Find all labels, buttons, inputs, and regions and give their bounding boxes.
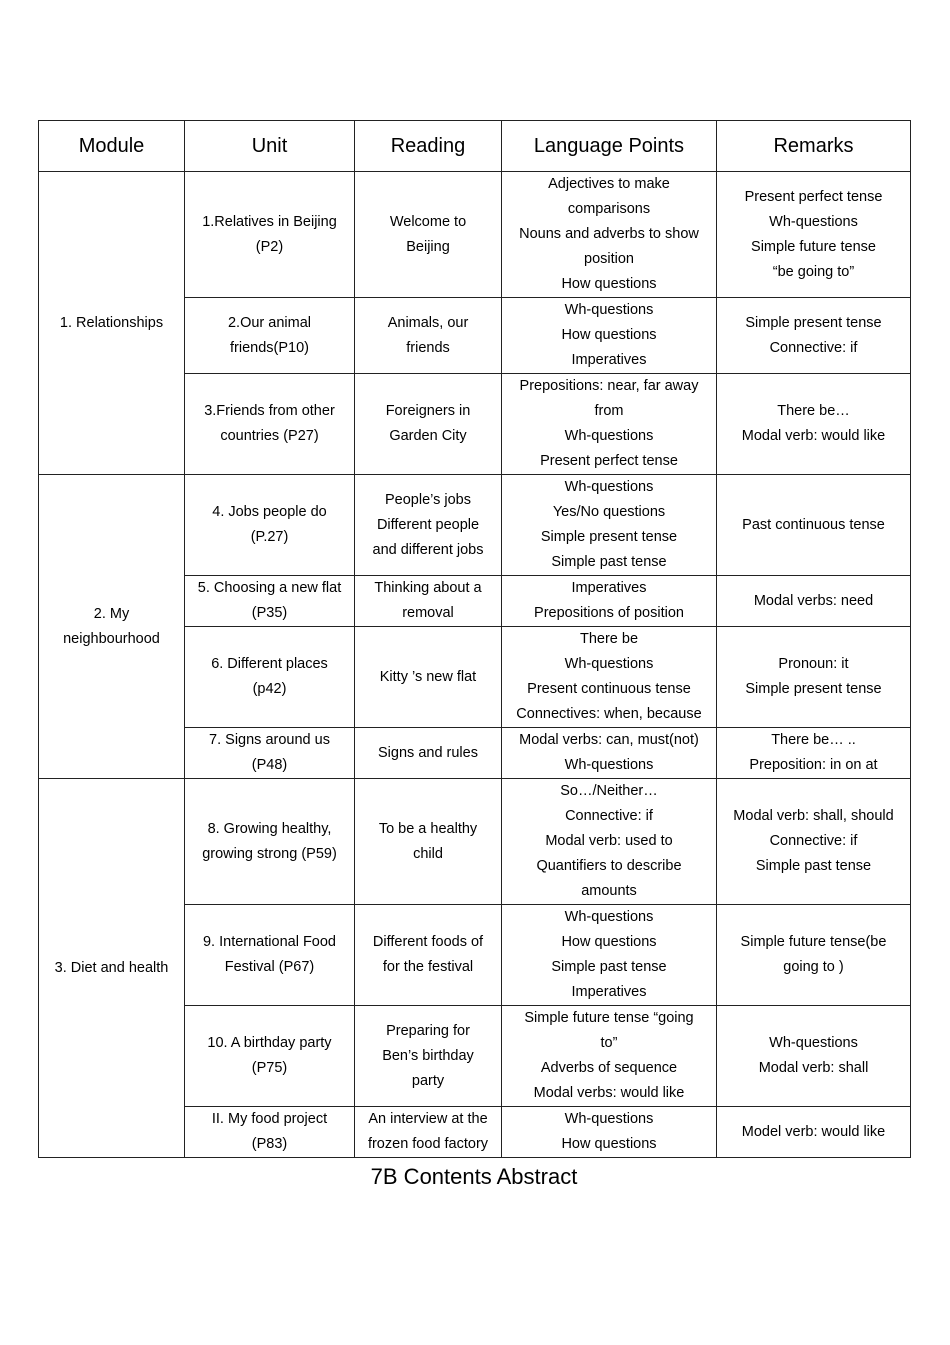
header-language-points: Language Points: [502, 121, 717, 172]
remarks-cell: Pronoun: it Simple present tense: [717, 627, 911, 728]
language-points-cell: Wh-questions How questions Simple past tense Imperatives: [502, 905, 717, 1006]
table-row: [39, 172, 911, 298]
reading-cell: People’s jobs Different people and different jobs: [355, 475, 502, 576]
language-points-cell: Imperatives Prepositions of position: [502, 576, 717, 627]
unit-cell: 1.Relatives in Beijing (P2): [185, 172, 355, 298]
header-reading: Reading: [355, 121, 502, 172]
remarks-cell: Modal verbs: need: [717, 576, 911, 627]
reading-cell: An interview at the frozen food factory: [355, 1107, 502, 1158]
unit-cell: II. My food project (P83): [185, 1107, 355, 1158]
unit-cell: 9. International Food Festival (P67): [185, 905, 355, 1006]
language-points-cell: So…/Neither… Connective: if Modal verb: used to Quantifiers to describe amounts: [502, 779, 717, 905]
table-row: [39, 475, 911, 576]
remarks-cell: Simple future tense(be going to ): [717, 905, 911, 1006]
language-points-cell: Adjectives to make comparisons Nouns and adverbs to show position How questions: [502, 172, 717, 298]
remarks-cell: Modal verb: shall, should Connective: if Simple past tense: [717, 779, 911, 905]
remarks-cell: There be… .. Preposition: in on at: [717, 728, 911, 779]
contents-table: [38, 120, 911, 1158]
module-cell: 2. My neighbourhood: [39, 475, 185, 779]
language-points-cell: Simple future tense “going to” Adverbs of sequence Modal verbs: would like: [502, 1006, 717, 1107]
reading-cell: Signs and rules: [355, 728, 502, 779]
header-remarks: Remarks: [717, 121, 911, 172]
reading-cell: Preparing for Ben’s birthday party: [355, 1006, 502, 1107]
language-points-cell: Wh-questions How questions: [502, 1107, 717, 1158]
module-cell: 3. Diet and health: [39, 779, 185, 1158]
header-module: Module: [39, 121, 185, 172]
unit-cell: 4. Jobs people do (P.27): [185, 475, 355, 576]
header-row: [39, 121, 911, 172]
language-points-cell: Prepositions: near, far away from Wh-questions Present perfect tense: [502, 374, 717, 475]
unit-cell: 7. Signs around us (P48): [185, 728, 355, 779]
unit-cell: 5. Choosing a new flat (P35): [185, 576, 355, 627]
unit-cell: 10. A birthday party (P75): [185, 1006, 355, 1107]
table-row: [39, 779, 911, 905]
reading-cell: Welcome to Beijing: [355, 172, 502, 298]
unit-cell: 2.Our animal friends(P10): [185, 298, 355, 374]
language-points-cell: There be Wh-questions Present continuous tense Connectives: when, because: [502, 627, 717, 728]
unit-cell: 8. Growing healthy, growing strong (P59): [185, 779, 355, 905]
remarks-cell: Present perfect tense Wh-questions Simple future tense “be going to”: [717, 172, 911, 298]
remarks-cell: Model verb: would like: [717, 1107, 911, 1158]
remarks-cell: Simple present tense Connective: if: [717, 298, 911, 374]
reading-cell: Kitty ’s new flat: [355, 627, 502, 728]
reading-cell: To be a healthy child: [355, 779, 502, 905]
module-cell: 1. Relationships: [39, 172, 185, 475]
table-caption: 7B Contents Abstract: [370, 1164, 578, 1189]
reading-cell: Different foods of for the festival: [355, 905, 502, 1006]
language-points-cell: Wh-questions Yes/No questions Simple present tense Simple past tense: [502, 475, 717, 576]
unit-cell: 3.Friends from other countries (P27): [185, 374, 355, 475]
remarks-cell: Past continuous tense: [717, 475, 911, 576]
language-points-cell: Modal verbs: can, must(not) Wh-questions: [502, 728, 717, 779]
unit-cell: 6. Different places (p42): [185, 627, 355, 728]
remarks-cell: Wh-questions Modal verb: shall: [717, 1006, 911, 1107]
header-unit: Unit: [185, 121, 355, 172]
reading-cell: Animals, our friends: [355, 298, 502, 374]
reading-cell: Thinking about a removal: [355, 576, 502, 627]
reading-cell: Foreigners in Garden City: [355, 374, 502, 475]
language-points-cell: Wh-questions How questions Imperatives: [502, 298, 717, 374]
remarks-cell: There be… Modal verb: would like: [717, 374, 911, 475]
